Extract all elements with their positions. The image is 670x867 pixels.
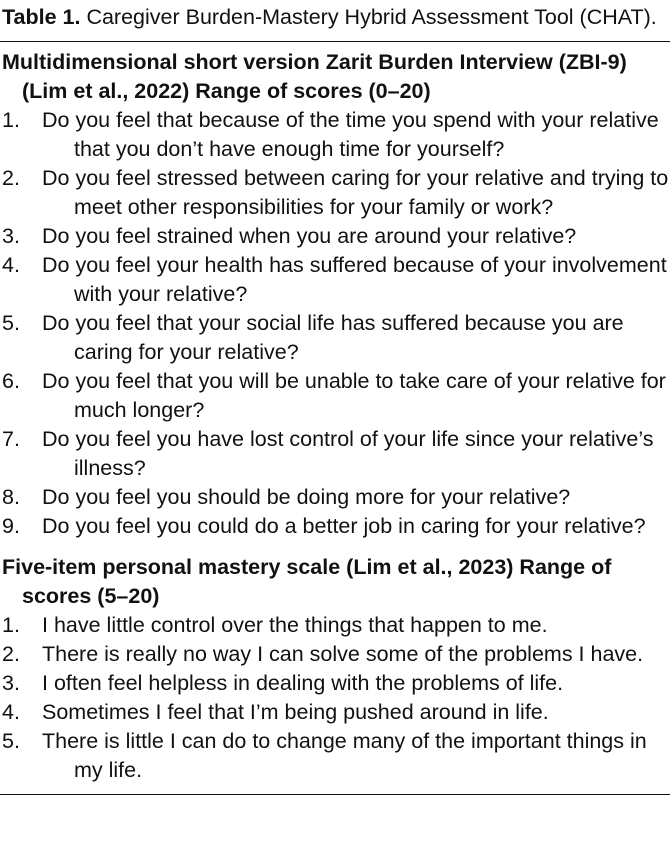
top-rule [0,41,670,42]
list-item [0,164,670,222]
section-title: Multidimensional short version Zarit Burden Interview (ZBI-9) (Lim et al., 2022) Range of scores (0–20) [2,50,627,103]
item-number: 1. [2,108,20,132]
item-number: 4. [2,253,20,277]
section-title: Five-item personal mastery scale (Lim et al., 2023) Range of scores (5–20) [2,555,612,608]
list-item [0,367,670,425]
section-zbi [0,48,670,541]
item-number: 6. [2,369,20,393]
item-number: 8. [2,485,20,509]
item-text: Do you feel you have lost control of your life since your relative’s illness? [42,427,654,480]
item-number: 3. [2,224,20,248]
statement-list [0,611,670,785]
list-item [0,727,670,785]
item-text: Do you feel that because of the time you spend with your relative that you don’t have enough time for yourself? [42,108,659,161]
list-item [0,425,670,483]
item-number: 7. [2,427,20,451]
item-number: 5. [2,729,20,753]
item-number: 9. [2,514,20,538]
item-number: 1. [2,613,20,637]
table-caption [0,0,670,32]
question-list [0,106,670,541]
list-item [0,251,670,309]
list-item [0,669,670,698]
list-item [0,640,670,669]
item-text: Do you feel you could do a better job in caring for your relative? [42,514,646,538]
list-item [0,106,670,164]
item-text: There is little I can do to change many of the important things in my life. [42,729,647,782]
item-text: Do you feel that you will be unable to take care of your relative for much longer? [42,369,666,422]
item-number: 3. [2,671,20,695]
bottom-rule [0,794,670,795]
item-text: Do you feel that your social life has suffered because you are caring for your relative? [42,311,624,364]
list-item [0,222,670,251]
item-text: Sometimes I feel that I’m being pushed around in life. [42,700,549,724]
table-label: Table 1. [2,5,81,29]
item-text: Do you feel strained when you are around your relative? [42,224,577,248]
list-item [0,512,670,541]
item-text: I often feel helpless in dealing with the problems of life. [42,671,564,695]
item-text: There is really no way I can solve some of the problems I have. [42,642,644,666]
item-number: 4. [2,700,20,724]
item-text: Do you feel your health has suffered because of your involvement with your relative? [42,253,667,306]
item-text: Do you feel stressed between caring for your relative and trying to meet other responsibilities for your family or work? [42,166,669,219]
table-caption-text: Caregiver Burden-Mastery Hybrid Assessment Tool (CHAT). [86,5,657,29]
item-text: I have little control over the things that happen to me. [42,613,548,637]
list-item [0,309,670,367]
list-item [0,483,670,512]
section-mastery [0,553,670,785]
item-number: 2. [2,166,20,190]
item-text: Do you feel you should be doing more for your relative? [42,485,571,509]
list-item [0,611,670,640]
list-item [0,698,670,727]
item-number: 2. [2,642,20,666]
item-number: 5. [2,311,20,335]
